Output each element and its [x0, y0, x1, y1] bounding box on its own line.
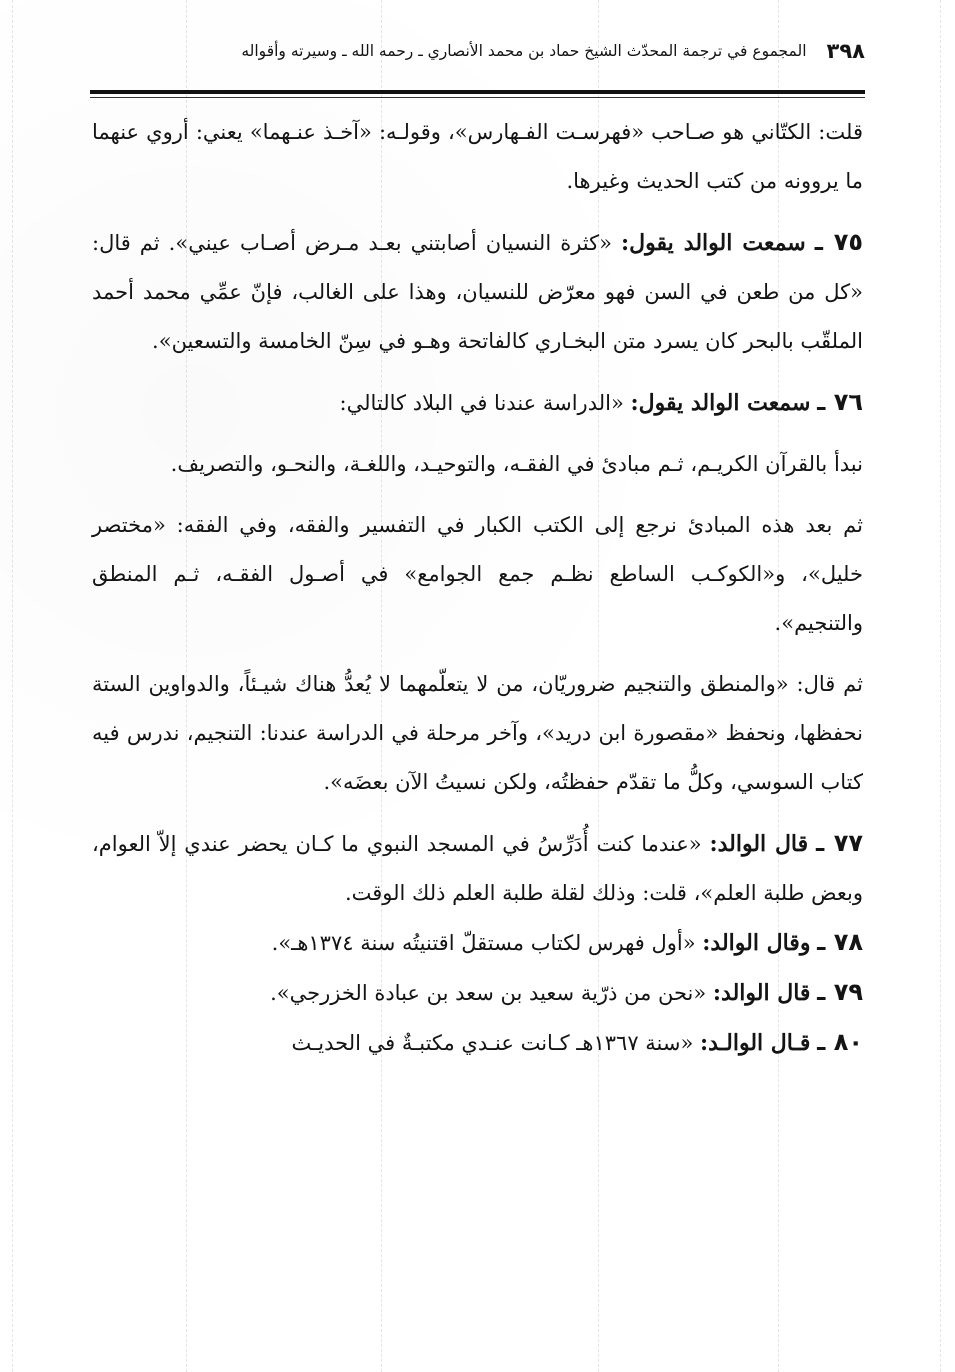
entry-lead: قال الوالد:: [709, 831, 809, 857]
entry-number: ٧٧ ـ: [816, 829, 864, 857]
entry-number: ٧٦ ـ: [817, 388, 863, 416]
entry-number: ٧٨ ـ: [817, 928, 863, 956]
entry-text: «كثرة النسيان أصابتني بعـد مـرض أصـاب عيني». ثم قال: «كل من طعن في السن فهو معرّض للنسيان، وهذا على الغالب، فإنّ عمِّي محمد أحمد الملقّب بالبحر كان يسرد متن البخـاري كالفاتحة وهـو في سِنّ الخامسة والتسعين».: [92, 231, 863, 353]
page-body: [92, 108, 863, 1068]
entry-lead: سمعت الوالد يقول:: [630, 390, 811, 416]
paragraph-text: نبدأ بالقرآن الكريـم، ثـم مبادئ في الفقـه، والتوحيـد، واللغـة، والنحـو، والتصريف.: [170, 452, 863, 476]
entry-lead: سمعت الوالد يقول:: [621, 230, 806, 256]
entry-text: «نحن من ذرّية سعيد بن سعد بن عبادة الخزرجي».: [270, 981, 707, 1005]
header-rule-thin: [90, 97, 865, 98]
paragraph: [92, 108, 863, 206]
entry-number: ٧٥ ـ: [814, 228, 863, 256]
paragraph: [92, 440, 863, 489]
entry-number: ٨٠ ـ: [817, 1028, 863, 1056]
entry-number: ٧٩ ـ: [817, 978, 863, 1006]
paragraph: [92, 501, 863, 648]
running-title: المجموع في ترجمة المحدّث الشيخ حماد بن محمد الأنصاري ـ رحمه الله ـ وسيرته وأقواله: [241, 42, 807, 60]
entry-text: «عندما كنت أُدَرِّسُ في المسجد النبوي ما كـان يحضر عندي إلاّ العوام، وبعض طلبة العلم»، قلت: وذلك لقلة طلبة العلم ذلك الوقت.: [92, 832, 863, 905]
paragraph-text: ثم قال: «والمنطق والتنجيم ضروريّان، من لا يتعلّمهما لا يُعدُّ هناك شيـئاً، والدواوين الستة نحفظها، ونحفظ «مقصورة ابن دريد»، وآخر مرحلة في الدراسة عندنا: التنجيم، ندرس فيه كتاب السوسي، وكلُّ ما تقدّم حفظتُه، ولكن نسيتُ الآن بعضَه».: [92, 672, 863, 794]
entry-text: «سنة ١٣٦٧هـ كـانت عنـدي مكتبـةٌ في الحديـث: [291, 1031, 694, 1055]
scan-artifact-line: [12, 0, 13, 1372]
entry-lead: قـال الوالـد:: [700, 1030, 811, 1056]
page-number: ٣٩٨: [826, 39, 865, 63]
paragraph: [92, 660, 863, 807]
numbered-entry: [92, 918, 863, 968]
numbered-entry: [92, 819, 863, 918]
page-header: [92, 36, 865, 66]
entry-text: «الدراسة عندنا في البلاد كالتالي:: [339, 391, 624, 415]
numbered-entry: [92, 378, 863, 428]
paragraph-text: قلت: الكتّاني هو صـاحب «فهرسـت الفـهارس»، وقولـه: «آخـذ عنـهما» يعني: أروي عنهما ما يروونه من كتب الحديث وغيرها.: [92, 120, 863, 193]
numbered-entry: [92, 968, 863, 1018]
paragraph-text: ثم بعد هذه المبادئ نرجع إلى الكتب الكبار في التفسير والفقه، وفي الفقه: «مختصر خليل»، و«الكوكـب الساطع نظـم جمع الجوامع» في أصـول الفقـه، ثـم المنطق والتنجيم».: [92, 513, 863, 635]
entry-lead: وقال الوالد:: [702, 930, 811, 956]
numbered-entry: [92, 218, 863, 366]
entry-text: «أول فهرس لكتاب مستقلّ اقتنيتُه سنة ١٣٧٤هـ».: [271, 931, 696, 955]
header-rule-thick: [90, 90, 865, 94]
entry-lead: قال الوالد:: [712, 980, 811, 1006]
scan-artifact-line: [940, 0, 941, 1372]
numbered-entry: [92, 1018, 863, 1068]
